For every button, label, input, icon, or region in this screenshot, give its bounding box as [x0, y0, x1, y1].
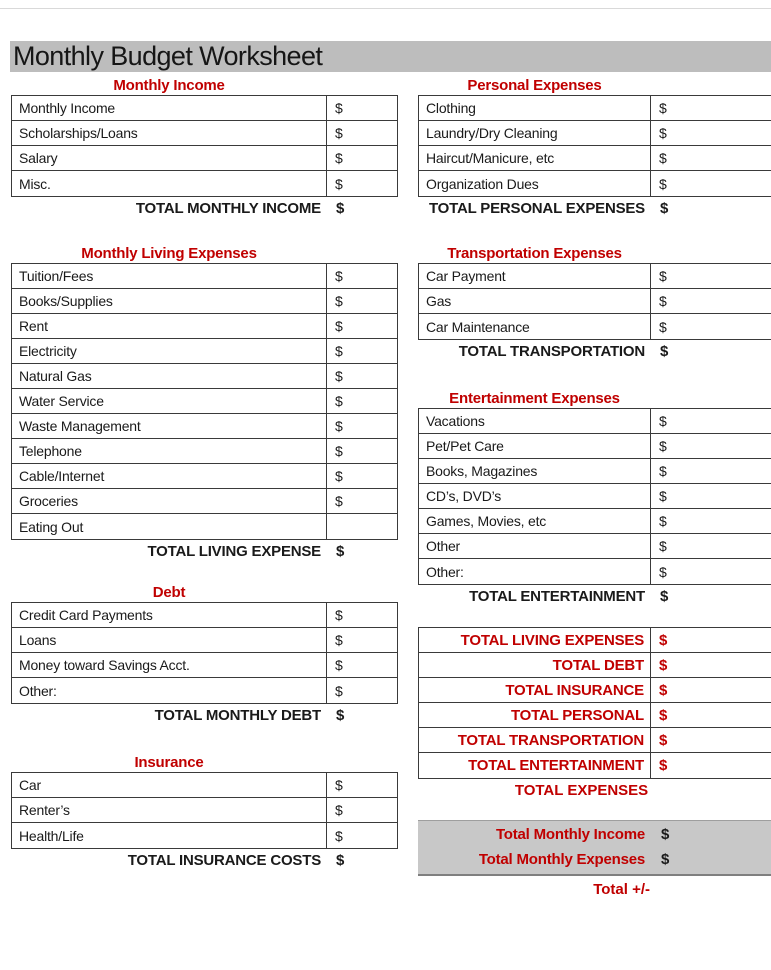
row-value: $ — [335, 268, 343, 284]
row-value: $ — [335, 468, 343, 484]
section-debt — [11, 585, 398, 724]
row-label: Books, Magazines — [419, 459, 651, 483]
row-label: Other: — [12, 678, 327, 703]
row-label: TOTAL TRANSPORTATION — [419, 728, 651, 752]
row-label: Tuition/Fees — [12, 264, 327, 288]
table-row — [419, 459, 771, 484]
total-currency: $ — [336, 707, 345, 724]
table-row — [12, 364, 397, 389]
row-label: Electricity — [12, 339, 327, 363]
row-label: Money toward Savings Acct. — [12, 653, 327, 677]
row-value: $ — [335, 493, 343, 509]
row-label: Telephone — [12, 439, 327, 463]
row-label: Gas — [419, 289, 651, 313]
row-value: $ — [335, 657, 343, 673]
table-row — [419, 653, 771, 678]
row-value: $ — [335, 443, 343, 459]
table-row — [12, 121, 397, 146]
row-value — [327, 514, 397, 539]
total-row — [11, 707, 398, 724]
row-value: $ — [659, 488, 667, 504]
row-label: Games, Movies, etc — [419, 509, 651, 533]
row-label: Organization Dues — [419, 171, 651, 196]
row-value: $ — [659, 438, 667, 454]
row-label: Renter’s — [12, 798, 327, 822]
table-row — [419, 678, 771, 703]
total-currency: $ — [660, 343, 669, 360]
table-row — [12, 514, 397, 539]
row-value: $ — [335, 125, 343, 141]
table-row — [12, 96, 397, 121]
row-value: $ — [659, 463, 667, 479]
total-currency: $ — [336, 852, 345, 869]
row-value: $ — [661, 826, 670, 843]
row-label: TOTAL LIVING EXPENSES — [419, 628, 651, 652]
row-value: $ — [659, 538, 667, 554]
total-label: TOTAL MONTHLY INCOME — [135, 200, 321, 217]
table-row — [419, 289, 771, 314]
table-row — [12, 389, 397, 414]
row-value: $ — [659, 513, 667, 529]
monthly-summary-box — [418, 820, 771, 876]
total-row — [418, 343, 771, 360]
debt-table — [11, 602, 398, 704]
table-row — [12, 653, 397, 678]
total-expenses-label: TOTAL EXPENSES — [514, 782, 649, 799]
row-value: $ — [335, 368, 343, 384]
table-row — [12, 339, 397, 364]
table-row — [419, 509, 771, 534]
table-row — [419, 146, 771, 171]
row-label: Car — [12, 773, 327, 797]
section-summary-totals — [418, 627, 771, 799]
section-header: Insurance — [134, 754, 204, 771]
total-currency: $ — [660, 200, 669, 217]
left-column — [11, 78, 398, 869]
row-label: Total Monthly Income — [495, 826, 645, 843]
row-label: Credit Card Payments — [12, 603, 327, 627]
section-header: Monthly Living Expenses — [81, 245, 257, 262]
section-entertainment — [418, 391, 771, 605]
row-label: Scholarships/Loans — [12, 121, 327, 145]
row-value: $ — [335, 682, 343, 699]
page-edge-line — [0, 8, 771, 9]
section-personal-expenses — [418, 78, 771, 217]
row-value: $ — [659, 175, 667, 192]
row-label: Water Service — [12, 389, 327, 413]
section-monthly-income — [11, 78, 398, 217]
row-label: Pet/Pet Care — [419, 434, 651, 458]
living-expenses-table — [11, 263, 398, 540]
title-bar — [10, 41, 771, 72]
table-row — [12, 678, 397, 703]
table-row — [12, 171, 397, 196]
total-label: TOTAL MONTHLY DEBT — [154, 707, 321, 724]
table-row — [419, 534, 771, 559]
row-label: Groceries — [12, 489, 327, 513]
table-row — [419, 314, 771, 339]
row-label: Natural Gas — [12, 364, 327, 388]
table-row — [12, 264, 397, 289]
row-value: $ — [659, 150, 667, 166]
net-total-label: Total +/- — [593, 881, 650, 898]
table-row — [12, 603, 397, 628]
table-row — [12, 773, 397, 798]
row-value: $ — [661, 851, 670, 868]
total-row — [11, 543, 398, 560]
row-value: $ — [659, 100, 667, 116]
table-row — [12, 146, 397, 171]
row-label: Salary — [12, 146, 327, 170]
section-insurance — [11, 755, 398, 869]
total-row — [11, 200, 398, 217]
table-row — [12, 489, 397, 514]
row-value: $ — [335, 393, 343, 409]
row-value: $ — [659, 706, 668, 724]
row-label: Cable/Internet — [12, 464, 327, 488]
total-row — [418, 200, 771, 217]
table-row — [418, 822, 771, 847]
total-label: TOTAL LIVING EXPENSE — [147, 543, 321, 560]
row-label: Eating Out — [12, 514, 327, 539]
right-column — [418, 78, 771, 898]
section-header: Transportation Expenses — [447, 245, 622, 262]
table-row — [12, 798, 397, 823]
section-header: Entertainment Expenses — [449, 390, 620, 407]
insurance-table — [11, 772, 398, 849]
table-row — [419, 628, 771, 653]
table-row — [12, 464, 397, 489]
row-label: Monthly Income — [12, 96, 327, 120]
row-value: $ — [335, 418, 343, 434]
total-currency: $ — [336, 543, 345, 560]
table-row — [419, 559, 771, 584]
row-label: CD’s, DVD’s — [419, 484, 651, 508]
row-value: $ — [659, 413, 667, 429]
row-label: Laundry/Dry Cleaning — [419, 121, 651, 145]
table-row — [12, 414, 397, 439]
section-header: Debt — [152, 584, 186, 601]
row-value: $ — [335, 293, 343, 309]
row-label: Haircut/Manicure, etc — [419, 146, 651, 170]
row-label: Loans — [12, 628, 327, 652]
total-row — [418, 588, 771, 605]
table-row — [419, 96, 771, 121]
monthly-income-table — [11, 95, 398, 197]
personal-expenses-table — [418, 95, 771, 197]
row-value: $ — [335, 100, 343, 116]
table-row — [12, 823, 397, 848]
table-row — [419, 703, 771, 728]
table-row — [419, 171, 771, 196]
row-value: $ — [659, 125, 667, 141]
row-label: Health/Life — [12, 823, 327, 848]
row-value: $ — [335, 827, 343, 844]
row-value: $ — [659, 631, 668, 649]
row-label: Total Monthly Expenses — [478, 851, 645, 868]
section-transportation — [418, 246, 771, 360]
row-label: TOTAL DEBT — [419, 653, 651, 677]
transportation-table — [418, 263, 771, 340]
table-row — [12, 289, 397, 314]
summary-totals-table — [418, 627, 771, 779]
row-value: $ — [335, 777, 343, 793]
row-value: $ — [659, 318, 667, 335]
table-row — [419, 753, 771, 778]
table-row — [12, 628, 397, 653]
total-label: TOTAL TRANSPORTATION — [458, 343, 645, 360]
row-label: Books/Supplies — [12, 289, 327, 313]
table-row — [419, 264, 771, 289]
row-label: Misc. — [12, 171, 327, 196]
total-label: TOTAL ENTERTAINMENT — [469, 588, 645, 605]
section-header: Monthly Income — [113, 77, 225, 94]
row-value: $ — [335, 318, 343, 334]
row-value: $ — [335, 343, 343, 359]
table-row — [12, 314, 397, 339]
row-value: $ — [659, 731, 668, 749]
table-row — [419, 409, 771, 434]
section-header: Personal Expenses — [467, 77, 602, 94]
row-label: Car Payment — [419, 264, 651, 288]
table-row — [419, 728, 771, 753]
row-value: $ — [335, 150, 343, 166]
entertainment-table — [418, 408, 771, 585]
row-value: $ — [659, 681, 668, 699]
row-label: TOTAL INSURANCE — [419, 678, 651, 702]
table-row — [12, 439, 397, 464]
total-currency: $ — [660, 588, 669, 605]
page-title: Monthly Budget Worksheet — [13, 41, 323, 71]
row-label: Rent — [12, 314, 327, 338]
row-label: TOTAL ENTERTAINMENT — [419, 753, 651, 778]
row-value: $ — [659, 268, 667, 284]
row-value: $ — [659, 293, 667, 309]
section-monthly-summary — [418, 820, 771, 898]
row-value: $ — [335, 632, 343, 648]
total-row — [11, 852, 398, 869]
row-value: $ — [335, 607, 343, 623]
row-label: TOTAL PERSONAL — [419, 703, 651, 727]
row-value: $ — [335, 175, 343, 192]
row-value: $ — [659, 563, 667, 580]
row-label: Vacations — [419, 409, 651, 433]
table-row — [419, 484, 771, 509]
row-label: Other: — [419, 559, 651, 584]
row-label: Other — [419, 534, 651, 558]
table-row — [418, 847, 771, 872]
section-living-expenses — [11, 246, 398, 560]
total-label: TOTAL INSURANCE COSTS — [127, 852, 321, 869]
table-row — [419, 434, 771, 459]
total-currency: $ — [336, 200, 345, 217]
row-value: $ — [659, 656, 668, 674]
row-label: Car Maintenance — [419, 314, 651, 339]
row-value: $ — [335, 802, 343, 818]
row-label: Waste Management — [12, 414, 327, 438]
table-row — [419, 121, 771, 146]
total-label: TOTAL PERSONAL EXPENSES — [428, 200, 645, 217]
row-value: $ — [659, 757, 668, 774]
row-label: Clothing — [419, 96, 651, 120]
